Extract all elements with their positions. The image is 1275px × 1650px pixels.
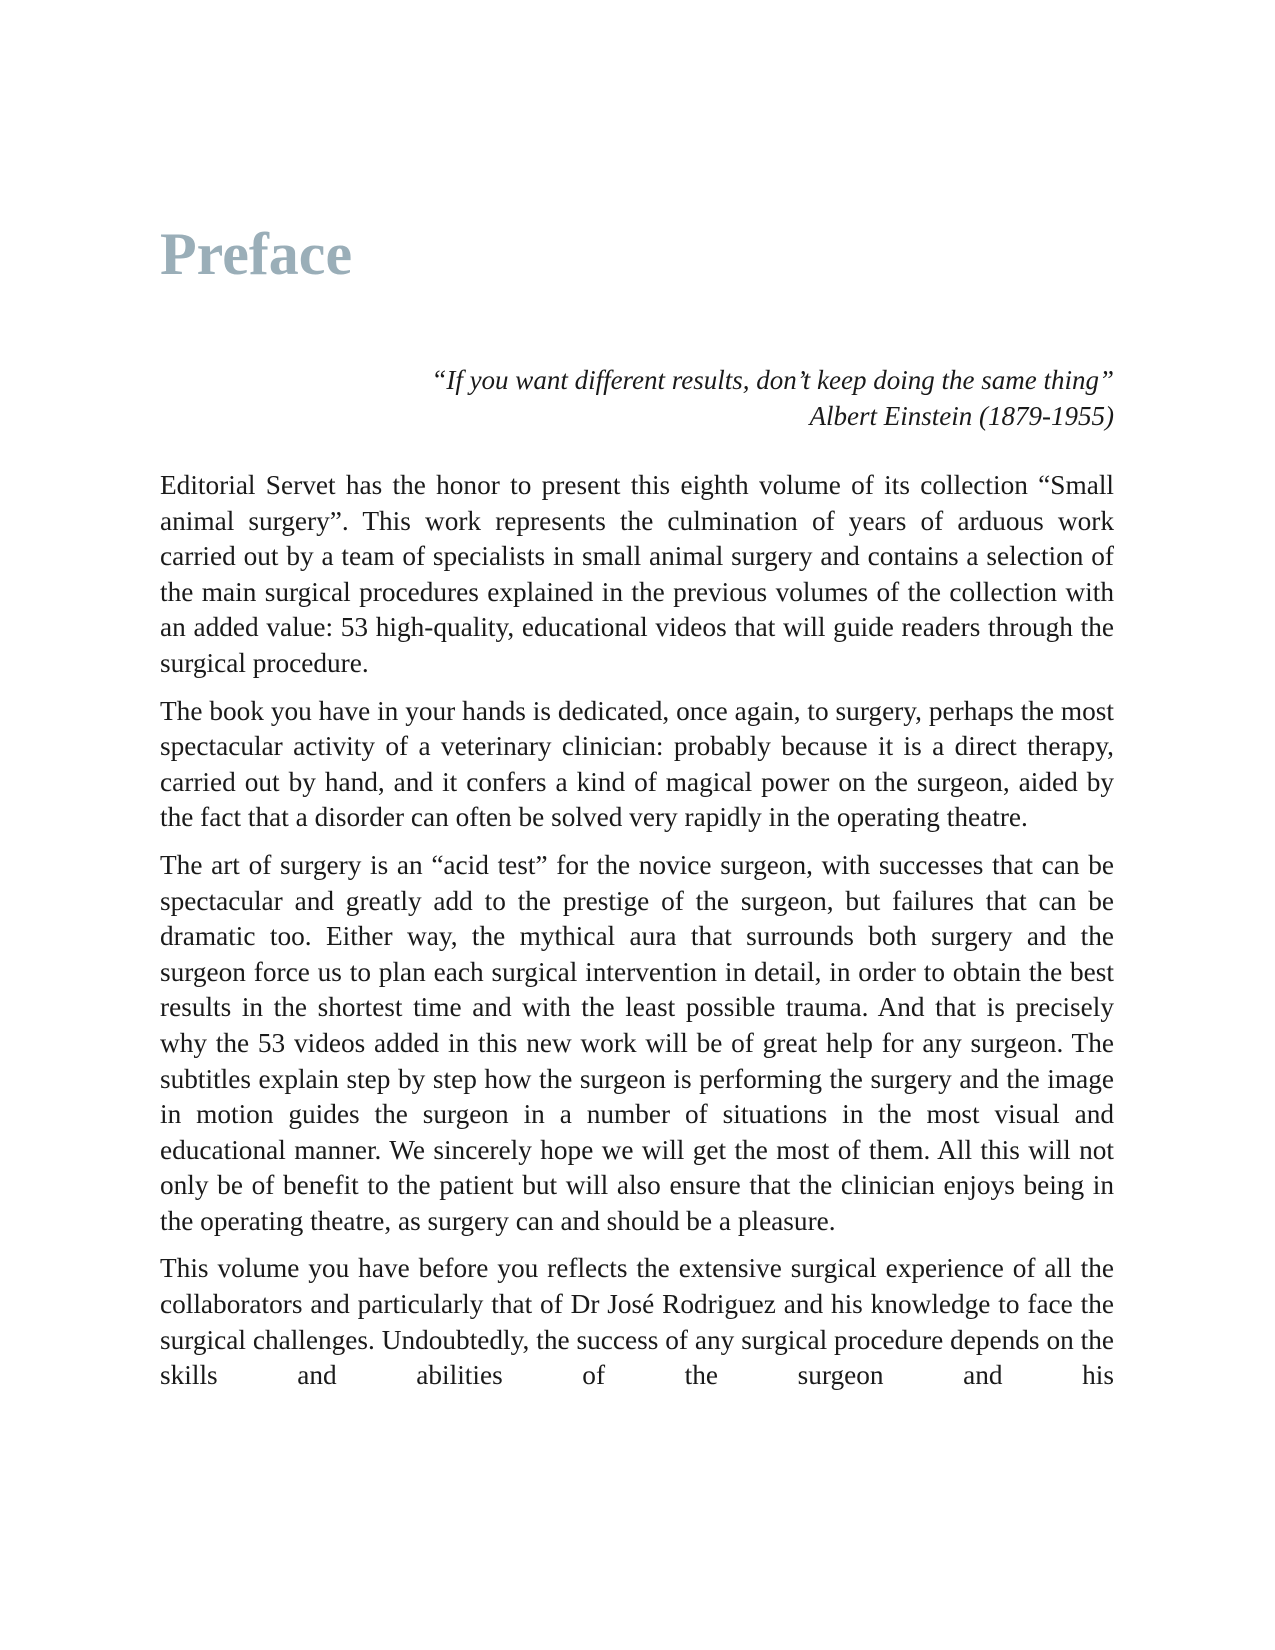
body-text xyxy=(160,468,1114,1394)
page-title: Preface xyxy=(160,221,353,287)
paragraph: The book you have in your hands is dedicated, once again, to surgery, perhaps the most spectacular activity of a veterinary clinician: probably because it is a direct therapy, carried out by hand, and it confers a kind of magical power on the surgeon, aided by the fact that a disorder can often be solved very rapidly in the operating theatre. xyxy=(160,695,1114,833)
epigraph xyxy=(160,362,1114,434)
epigraph-quote: “If you want different results, don’t keep doing the same thing” xyxy=(431,365,1114,395)
document-page xyxy=(160,200,1114,1406)
epigraph-author: Albert Einstein (1879-1955) xyxy=(809,401,1114,431)
paragraph: Editorial Servet has the honor to present this eighth volume of its collection “Small animal surgery”. This work represents the culmination of years of arduous work carried out by a team of specialists in small animal surgery and contains a selection of the main surgical procedures explained in the previous volumes of the collection with an added value: 53 high-quality, educational videos that will guide readers through the surgical procedure. xyxy=(160,470,1114,678)
paragraph: The art of surgery is an “acid test” for the novice surgeon, with successes that can be spectacular and greatly add to the prestige of the surgeon, but failures that can be dramatic too. Either way, the mythical aura that surrounds both surgery and the surgeon force us to plan each surgical intervention in detail, in order to obtain the best results in the shortest time and with the least possible trauma. And that is precisely why the 53 videos added in this new work will be of great help for any surgeon. The subtitles explain step by step how the surgeon is performing the surgery and the image in motion guides the surgeon in a number of situations in the most visual and educational manner. We sincerely hope we will get the most of them. All this will not only be of benefit to the patient but will also ensure that the clinician enjoys being in the operating theatre, as surgery can and should be a pleasure. xyxy=(160,849,1114,1236)
paragraph: This volume you have before you reflects the extensive surgical experience of all the collaborators and particularly that of Dr José Rodriguez and his knowledge to face the surgical challenges. Undoubtedly, the success of any surgical procedure depends on the skills and abilities of the surgeon and his xyxy=(160,1253,1114,1391)
